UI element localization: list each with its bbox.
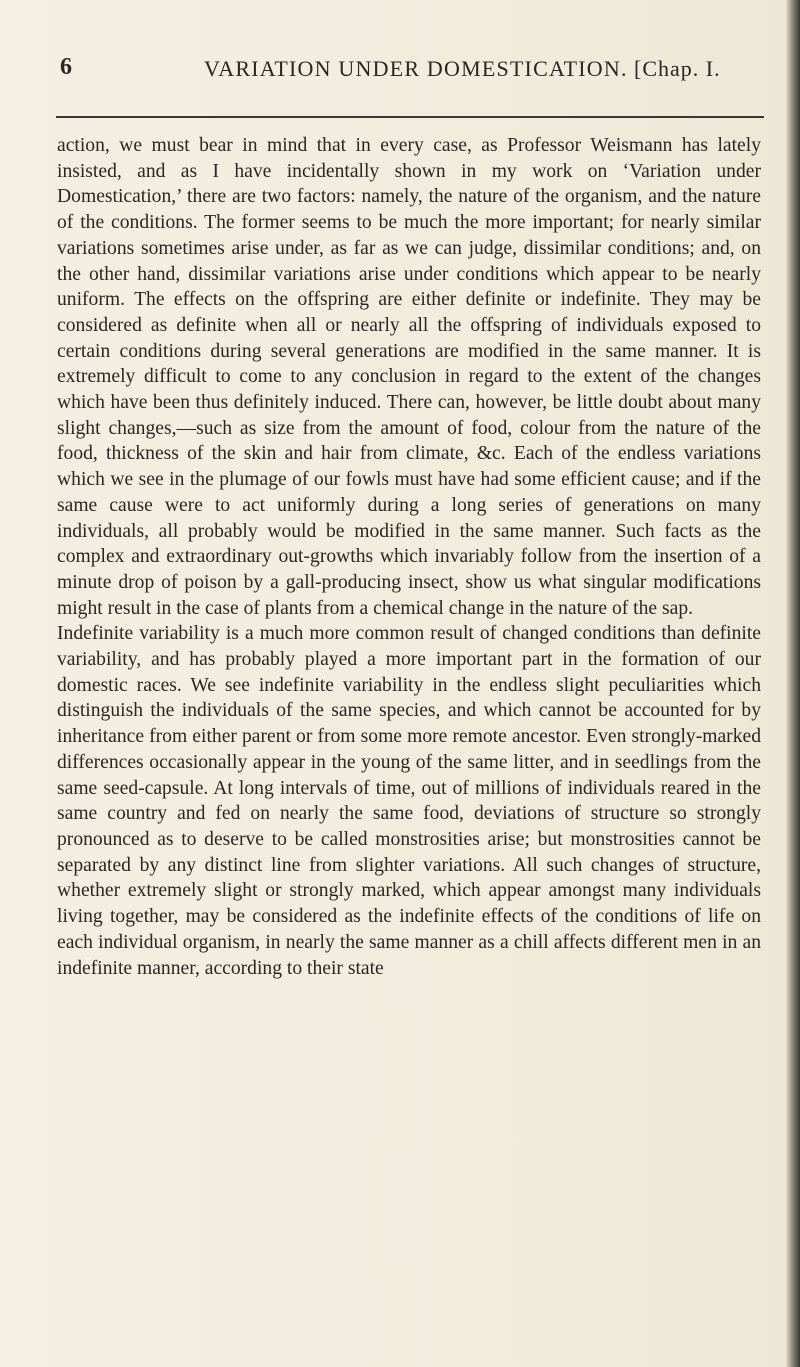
header-rule	[56, 116, 764, 118]
body-text	[57, 133, 761, 981]
paragraph-2: Indefinite variability is a much more common result of changed conditions than definite variability, and has probably played a more important part in the formation of our domestic races. We see indefinite variability in the endless slight peculiarities which distinguish the individuals of the same species, and which cannot be accounted for by inheritance from either parent or from some more remote ancestor. Even strongly-marked differences occasionally appear in the young of the same litter, and in seedlings from the same seed-capsule. At long intervals of time, out of millions of individuals reared in the same country and fed on nearly the same food, deviations of structure so strongly pronounced as to deserve to be called monstrosities arise; but monstrosities cannot be separated by any distinct line from slighter variations. All such changes of structure, whether extremely slight or strongly marked, which appear amongst many individuals living together, may be considered as the indefinite effects of the conditions of life on each individual organism, in nearly the same manner as a chill affects different men in an indefinite manner, according to their state	[57, 623, 761, 979]
paragraph-1: action, we must bear in mind that in every case, as Professor Weismann has lately insisted, and as I have incidentally shown in my work on ‘Variation under Domestication,’ there are two factors: namely, the nature of the organism, and the nature of the conditions. The former seems to be much the more important; for nearly similar variations sometimes arise under, as far as we can judge, dissimilar conditions; and, on the other hand, dissimilar variations arise under conditions which appear to be nearly uniform. The effects on the offspring are either definite or indefinite. They may be considered as definite when all or nearly all the offspring of individuals exposed to certain conditions during several generations are modified in the same manner. It is extremely difficult to come to any conclusion in regard to the extent of the changes which have been thus definitely induced. There can, however, be little doubt about many slight changes,—such as size from the amount of food, colour from the nature of the food, thickness of the skin and hair from climate, &c. Each of the endless variations which we see in the plumage of our fowls must have had some efficient cause; and if the same cause were to act uniformly during a long series of generations on many individuals, all probably would be modified in the same manner. Such facts as the complex and extraordinary out-growths which invariably follow from the insertion of a minute drop of poison by a gall-producing insect, show us what singular modifications might result in the case of plants from a chemical change in the nature of the sap.	[57, 135, 761, 619]
page-binding-edge	[786, 0, 800, 1367]
page-number: 6	[60, 54, 73, 80]
page-header	[56, 52, 768, 86]
running-title: VARIATION UNDER DOMESTICATION.	[204, 56, 628, 81]
chapter-label: [Chap. I.	[634, 56, 721, 81]
